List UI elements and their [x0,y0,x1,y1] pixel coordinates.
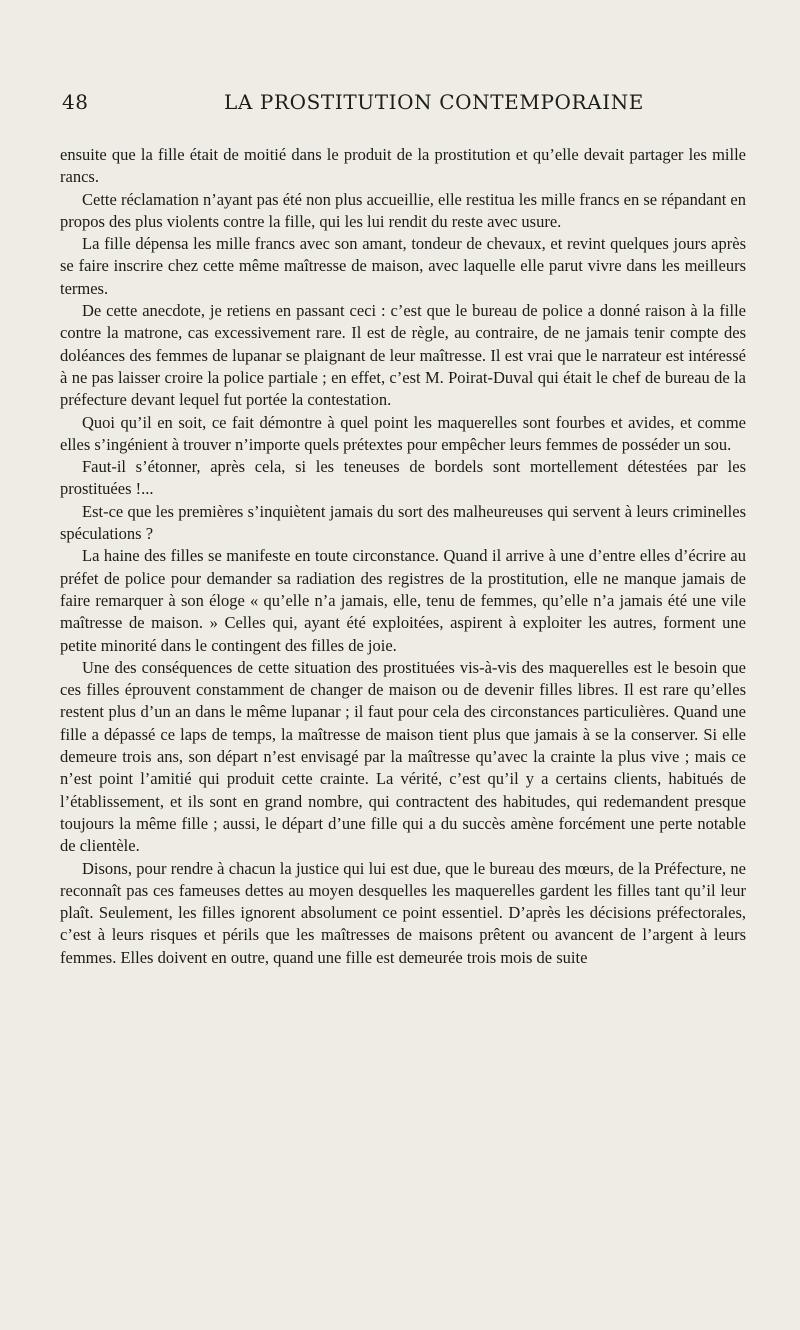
body-text [60,144,746,969]
book-title: LA PROSTITUTION CONTEMPORAINE [224,90,644,114]
paragraph: Est-ce que les premières s’inquiètent jamais du sort des malheureuses qui servent à leurs criminelles spéculations ? [60,501,746,544]
paragraph: Cette réclamation n’ayant pas été non plus accueillie, elle restitua les mille francs en se répandant en propos des plus violents contre la fille, qui les lui rendit du reste avec usure. [60,189,746,231]
paragraph: Une des conséquences de cette situation des prostituées vis-à-vis des maquerelles est le besoin que ces filles éprouvent constamment de changer de maison ou de devenir filles libres. Il est rare qu’elles restent plus d’un an dans le même lupanar ; il faut pour cela des circonstances particulières. Quand une fille a dépassé ce laps de temps, la maîtresse de maison tient plus que jamais à se la conserver. Si elle demeure trois ans, son départ n’est envisagé par la maîtresse qu’avec la crainte la plus vive ; mais ce n’est point l’amitié qui produit cette crainte. La vérité, c’est qu’il y a certains clients, habitués de l’établissement, et ils sont en grand nombre, qui contractent des habitudes, qui redemandent presque toujours la même fille ; aussi, le départ d’une fille qui a du succès amène forcément une perte notable de clientèle. [60,657,746,856]
paragraph: Disons, pour rendre à chacun la justice qui lui est due, que le bureau des mœurs, de la Préfecture, ne reconnaît pas ces fameuses dettes au moyen desquelles les maquerelles gardent les filles tant qu’il leur plaît. Seulement, les filles ignorent absolument ce point essentiel. D’après les décisions préfectorales, c’est à leurs risques et périls que les maîtresses de maisons prêtent ou avancent de l’argent à leurs femmes. Elles doivent en outre, quand une fille est demeurée trois mois de suite [60,858,746,967]
paragraph-continuation: ensuite que la fille était de moitié dans le produit de la prostitution et qu’elle devait partager les mille rancs. [60,145,746,187]
paragraph: La haine des filles se manifeste en toute circonstance. Quand il arrive à une d’entre elles d’écrire au préfet de police pour demander sa radiation des registres de la prostitution, elle ne manque jamais de faire remarquer à son éloge « qu’elle n’a jamais, elle, tenu de femmes, qu’elle n’a jamais été une vile maîtresse de maison. » Celles qui, ayant été exploitées, aspirent à exploiter les autres, forment une petite minorité dans le contingent des filles de joie. [60,546,746,655]
paragraph: Faut-il s’étonner, après cela, si les teneuses de bordels sont mortellement détestées par les prostituées !... [60,457,746,499]
paragraph: La fille dépensa les mille francs avec son amant, tondeur de chevaux, et revint quelques jours après se faire inscrire chez cette même maîtresse de maison, avec laquelle elle parut vivre dans les meilleurs termes. [60,234,746,298]
paragraph: Quoi qu’il en soit, ce fait démontre à quel point les maquerelles sont fourbes et avides, et comme elles s’ingénient à trouver n’importe quels prétextes pour empêcher leurs femmes de posséder un sou. [60,412,746,454]
page-number: 48 [62,90,89,114]
running-head [62,88,742,118]
paragraph: De cette anecdote, je retiens en passant ceci : c’est que le bureau de police a donné raison à la fille contre la matrone, cas excessivement rare. Il est de règle, au contraire, de ne jamais tenir compte des doléances des femmes de lupanar se plaignant de leur maîtresse. Il est vrai que le narrateur est intéressé à ne pas laisser croire la police partiale ; en effet, c’est M. Poirat-Duval qui était le chef de bureau de la préfecture devant lequel fut portée la contestation. [60,301,746,410]
